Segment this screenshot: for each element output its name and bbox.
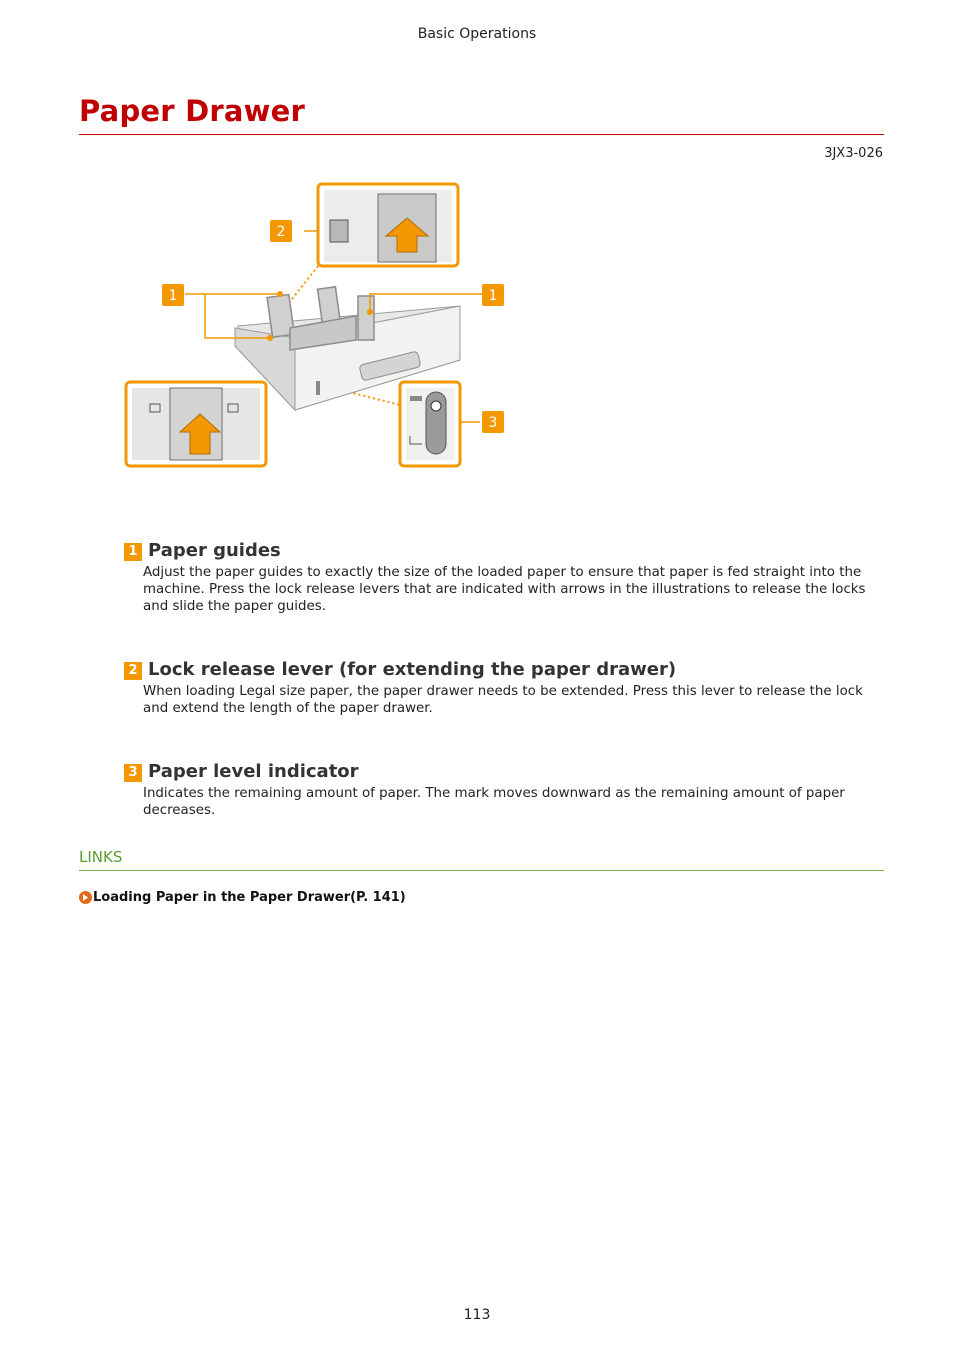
item-paper-guides xyxy=(124,538,884,615)
link-loading-paper[interactable] xyxy=(79,890,406,905)
running-header: Basic Operations xyxy=(417,26,537,42)
item-description: Indicates the remaining amount of paper. The mark moves downward as the remaining amount of paper decreases. xyxy=(143,786,845,818)
callout-2 xyxy=(270,220,292,242)
callout-1-right xyxy=(482,284,504,306)
link-text[interactable]: Loading Paper in the Paper Drawer(P. 141) xyxy=(93,890,406,905)
callout-1-left-label: 1 xyxy=(168,288,178,304)
arrow-right-circle-icon xyxy=(79,891,92,904)
links-heading: LINKS xyxy=(79,848,123,866)
item-lock-release-lever xyxy=(124,657,884,717)
title-divider xyxy=(79,134,884,135)
item-number-badge: 1 xyxy=(124,543,142,561)
inset-paper-level-indicator xyxy=(400,382,460,466)
document-id: 3JX3-026 xyxy=(824,146,883,161)
callout-2-label: 2 xyxy=(276,224,286,240)
item-paper-level-indicator xyxy=(124,759,884,819)
item-number-badge: 3 xyxy=(124,764,142,782)
inset-paper-guide-lock xyxy=(126,382,266,466)
item-description: When loading Legal size paper, the paper drawer needs to be extended. Press this lever to release the lock and extend the length of the paper drawer. xyxy=(143,684,863,716)
page-title: Paper Drawer xyxy=(79,94,305,128)
callout-1-right-label: 1 xyxy=(488,288,498,304)
links-divider xyxy=(79,870,884,871)
item-title: Paper guides xyxy=(148,539,281,561)
item-title: Lock release lever (for extending the paper drawer) xyxy=(148,658,677,680)
callout-3 xyxy=(482,411,504,433)
callout-1-left xyxy=(162,284,184,306)
paper-drawer-illustration xyxy=(120,178,520,474)
callout-3-label: 3 xyxy=(488,415,498,431)
item-number-badge: 2 xyxy=(124,662,142,680)
item-description: Adjust the paper guides to exactly the size of the loaded paper to ensure that paper is fed straight into the machine. Press the lock release levers that are indicated with arrows in the illustrations to release the locks and slide the paper guides. xyxy=(143,565,866,614)
item-title: Paper level indicator xyxy=(148,760,359,782)
page-number: 113 xyxy=(463,1307,491,1323)
inset-lock-release-lever xyxy=(318,184,458,266)
